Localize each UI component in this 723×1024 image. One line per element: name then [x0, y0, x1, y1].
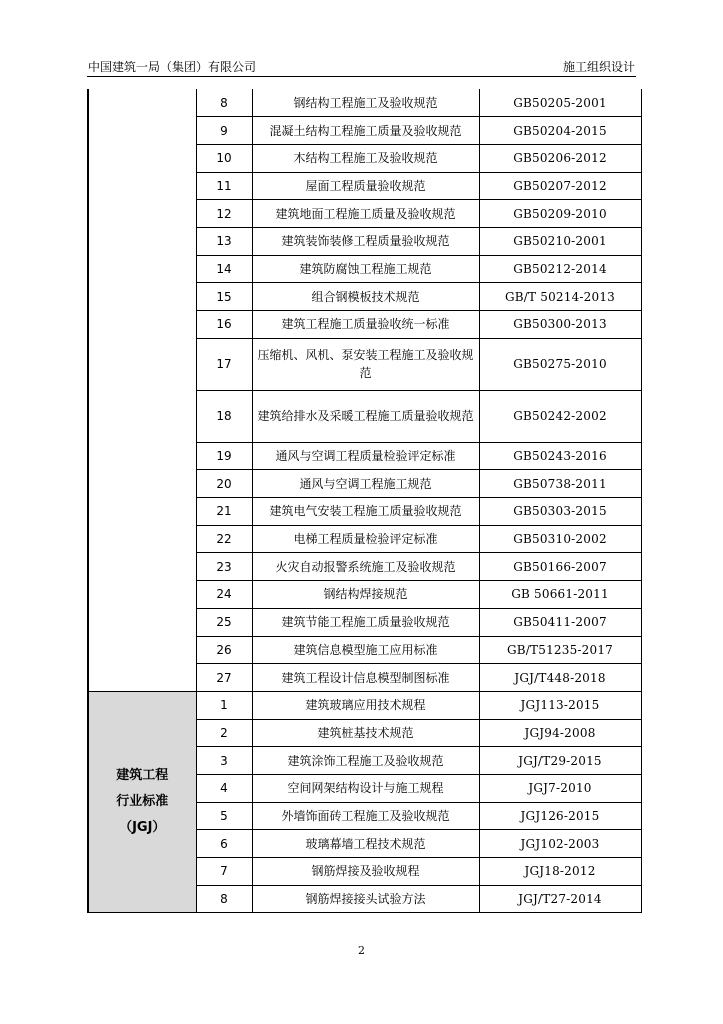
row-number: 14	[196, 255, 252, 283]
standard-name: 木结构工程施工及验收规范	[252, 144, 479, 172]
row-number: 26	[196, 636, 252, 664]
table-row	[88, 691, 641, 719]
standard-code: JGJ/T29-2015	[479, 747, 641, 775]
row-number: 6	[196, 830, 252, 858]
standard-code: GB50310-2002	[479, 525, 641, 553]
standard-code: GB50206-2012	[479, 144, 641, 172]
standard-name: 建筑地面工程施工质量及验收规范	[252, 200, 479, 228]
row-number: 21	[196, 498, 252, 526]
standard-name: 建筑防腐蚀工程施工规范	[252, 255, 479, 283]
row-number: 22	[196, 525, 252, 553]
standard-name: 屋面工程质量验收规范	[252, 172, 479, 200]
row-number: 27	[196, 664, 252, 692]
standard-name: 外墙饰面砖工程施工及验收规范	[252, 802, 479, 830]
standard-name: 建筑节能工程施工质量验收规范	[252, 608, 479, 636]
standard-name: 建筑涂饰工程施工及验收规范	[252, 747, 479, 775]
row-number: 10	[196, 144, 252, 172]
standard-code: GB50212-2014	[479, 255, 641, 283]
standard-code: GB 50661-2011	[479, 581, 641, 609]
standard-code: GB50300-2013	[479, 311, 641, 339]
standard-name: 钢筋焊接接头试验方法	[252, 885, 479, 913]
row-number: 17	[196, 338, 252, 390]
standard-name: 组合钢模板技术规范	[252, 283, 479, 311]
standard-name: 建筑工程施工质量验收统一标准	[252, 311, 479, 339]
row-number: 8	[196, 89, 252, 117]
standard-code: JGJ/T448-2018	[479, 664, 641, 692]
standard-name: 建筑桩基技术规范	[252, 719, 479, 747]
page-number: 2	[358, 944, 365, 957]
standard-code: GB50243-2016	[479, 442, 641, 470]
row-number: 19	[196, 442, 252, 470]
standard-name: 电梯工程质量检验评定标准	[252, 525, 479, 553]
header-rule	[87, 76, 636, 77]
standards-table	[87, 89, 642, 913]
standard-name: 建筑给排水及采暖工程施工质量验收规范	[252, 390, 479, 442]
standard-code: JGJ102-2003	[479, 830, 641, 858]
standard-name: 建筑信息模型施工应用标准	[252, 636, 479, 664]
row-number: 12	[196, 200, 252, 228]
standard-code: GB50275-2010	[479, 338, 641, 390]
header-company: 中国建筑一局（集团）有限公司	[88, 60, 257, 74]
standard-name: 混凝土结构工程施工质量及验收规范	[252, 117, 479, 145]
standard-code: GB50210-2001	[479, 227, 641, 255]
row-number: 15	[196, 283, 252, 311]
header-doc-title: 施工组织设计	[562, 60, 635, 74]
row-number: 25	[196, 608, 252, 636]
standard-code: GB/T 50214-2013	[479, 283, 641, 311]
standard-name: 空间网架结构设计与施工规程	[252, 774, 479, 802]
standard-name: 通风与空调工程质量检验评定标准	[252, 442, 479, 470]
standard-name: 钢结构焊接规范	[252, 581, 479, 609]
row-number: 8	[196, 885, 252, 913]
row-number: 5	[196, 802, 252, 830]
category-cell	[88, 89, 196, 691]
standard-name: 玻璃幕墙工程技术规范	[252, 830, 479, 858]
category-cell: 建筑工程 行业标准 （JGJ）	[88, 691, 196, 913]
standard-code: JGJ94-2008	[479, 719, 641, 747]
standard-name: 建筑玻璃应用技术规程	[252, 691, 479, 719]
standard-name: 建筑电气安装工程施工质量验收规范	[252, 498, 479, 526]
row-number: 23	[196, 553, 252, 581]
row-number: 18	[196, 390, 252, 442]
standard-name: 建筑装饰装修工程质量验收规范	[252, 227, 479, 255]
standard-code: JGJ126-2015	[479, 802, 641, 830]
row-number: 4	[196, 774, 252, 802]
row-number: 2	[196, 719, 252, 747]
standard-code: GB50242-2002	[479, 390, 641, 442]
standard-code: GB50303-2015	[479, 498, 641, 526]
standard-name: 火灾自动报警系统施工及验收规范	[252, 553, 479, 581]
standard-code: GB50166-2007	[479, 553, 641, 581]
standard-code: GB/T51235-2017	[479, 636, 641, 664]
standard-code: GB50209-2010	[479, 200, 641, 228]
standard-code: JGJ7-2010	[479, 774, 641, 802]
standard-name: 钢筋焊接及验收规程	[252, 858, 479, 886]
standard-code: GB50205-2001	[479, 89, 641, 117]
row-number: 13	[196, 227, 252, 255]
row-number: 16	[196, 311, 252, 339]
standard-code: GB50411-2007	[479, 608, 641, 636]
row-number: 7	[196, 858, 252, 886]
row-number: 3	[196, 747, 252, 775]
standard-code: GB50204-2015	[479, 117, 641, 145]
standard-name: 通风与空调工程施工规范	[252, 470, 479, 498]
row-number: 9	[196, 117, 252, 145]
table-row	[88, 89, 641, 117]
standard-code: JGJ18-2012	[479, 858, 641, 886]
row-number: 1	[196, 691, 252, 719]
standard-code: JGJ/T27-2014	[479, 885, 641, 913]
standard-name: 钢结构工程施工及验收规范	[252, 89, 479, 117]
row-number: 24	[196, 581, 252, 609]
standard-code: GB50738-2011	[479, 470, 641, 498]
row-number: 11	[196, 172, 252, 200]
standards-table-body	[88, 89, 641, 913]
standard-code: GB50207-2012	[479, 172, 641, 200]
row-number: 20	[196, 470, 252, 498]
standard-code: JGJ113-2015	[479, 691, 641, 719]
standard-name: 压缩机、风机、泵安装工程施工及验收规范	[252, 338, 479, 390]
standard-name: 建筑工程设计信息模型制图标准	[252, 664, 479, 692]
